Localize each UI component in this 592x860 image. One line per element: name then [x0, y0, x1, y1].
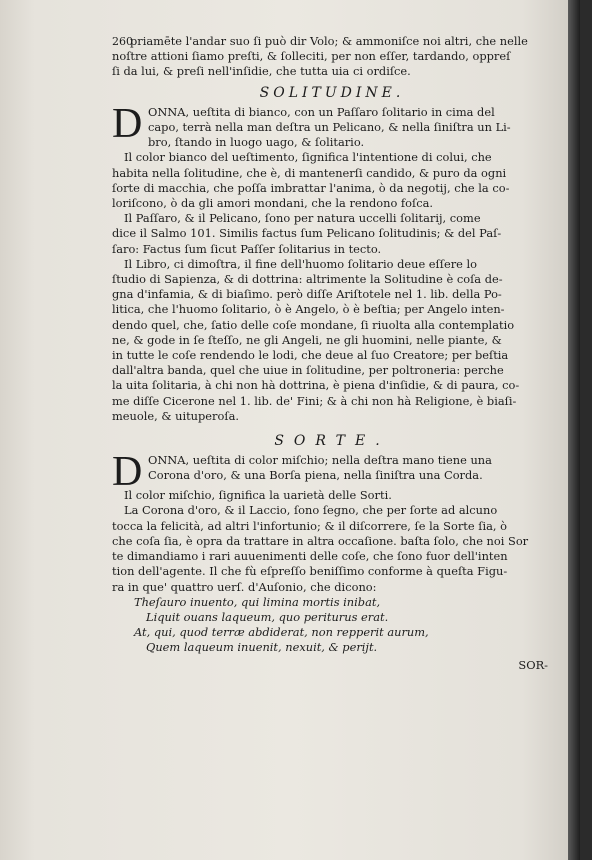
page-edge-shadow [568, 0, 580, 860]
text-line: dendo quel, che, ſatio delle coſe mondane, ſi riuolta alla contemplatio [112, 317, 515, 332]
intro-line: noſtre attioni ſiamo preſti, & ſolleciti, per non eſſer, tardando, oppreſ [112, 49, 511, 64]
text-line: la uita ſolitaria, à chi non hà dottrina, è piena d'inſidie, & di paura, co- [112, 378, 520, 393]
text-line: litica, che l'huomo ſolitario, ò è Angelo, ò è beſtia; per Angelo inten- [112, 302, 505, 317]
text-line: Il Libro, ci dimoſtra, il fine dell'huomo ſolitario deue eſſere lo [124, 256, 478, 271]
text-line: bro, ſtando in luogo uago, & ſolitario. [148, 135, 365, 150]
section-heading-sorte: SORTE. [274, 433, 390, 450]
text-line: meuole, & uituperoſa. [112, 408, 239, 423]
text-line: ſtudio di Sapienza, & di dottrina: altrimente la Solitudine è coſa de- [112, 272, 503, 287]
text-line: dall'altra banda, quel che uiue in ſolitudine, per poltroneria: perche [112, 363, 504, 378]
drop-cap: D [112, 104, 143, 147]
text-line: ra in que' quattro uerſ. d'Auſonio, che dicono: [112, 579, 377, 594]
page-text-block [112, 34, 552, 673]
intro-line: ſi da lui, & preſi nell'inſidie, che tutta uia ci ordiſce. [112, 64, 411, 79]
text-line: Corona d'oro, & una Borſa piena, nella ſiniſtra una Corda. [148, 468, 483, 483]
verse-line: Liquit ouans laqueum, quo periturus erat. [146, 609, 389, 624]
section-heading-solitudine: SOLITUDINE. [259, 84, 405, 101]
page-number: 260 [112, 35, 133, 48]
catchword: SOR- [518, 657, 548, 672]
text-line: ſorte di macchia, che poſſa imbrattar l'anima, ò da negotij, che la co- [112, 180, 510, 195]
text-line: La Corona d'oro, & il Laccio, ſono ſegno, che per ſorte ad alcuno [124, 503, 498, 518]
text-line: capo, terrà nella man deſtra un Pelicano, & nella ſiniſtra un Li- [148, 120, 511, 135]
text-line: tocca la felicità, ad altri l'infortunio; & il diſcorrere, ſe la Sorte ſia, ò [112, 518, 507, 533]
verse-line: Quem laqueum inuenit, nexuit, & perijt. [146, 640, 378, 655]
text-line: in tutte le coſe rendendo le lodi, che deue al ſuo Creatore; per beſtia [112, 348, 509, 363]
body-solitudine [112, 150, 552, 424]
text-line: me diſſe Cicerone nel 1. lib. de' Fini; & à chi non hà Religione, è biaſi- [112, 393, 517, 408]
verse-block [112, 595, 552, 656]
drop-cap: D [112, 453, 143, 489]
text-line: ONNA, ueſtita di color miſchio; nella deſtra mano tiene una [148, 453, 492, 468]
text-line: loriſcono, ò da gli amori mondani, che la rendono foſca. [112, 196, 434, 211]
text-line: Il Paſſaro, & il Pelicano, ſono per natura uccelli ſolitarij, come [124, 211, 481, 226]
text-line: gna d'infamia, & di biaſimo. però diſſe Ariſtotele nel 1. lib. della Po- [112, 287, 502, 302]
text-line: habita nella ſolitudine, che è, di mantenerſi candido, & puro da ogni [112, 165, 507, 180]
text-line: ne, & gode in ſe ſteſſo, ne gli Angeli, ne gli huomini, nelle piante, & [112, 332, 502, 347]
text-line: che coſa ſia, è opra da trattare in altra occaſione. baſta ſolo, che noi Sor [112, 533, 529, 548]
opening-paragraph-sorte [112, 453, 552, 488]
intro-line: priamēte l'andar suo ſi può dir Volo; & ammoniſce noi altri, che nelle [130, 34, 528, 48]
verse-line: At, qui, quod terræ abdiderat, non repperit aurum, [134, 625, 429, 640]
text-line: Il color bianco del ueſtimento, ſignifica l'intentione di colui, che [124, 150, 492, 165]
text-line: ONNA, ueſtita di bianco, con un Paſſaro ſolitario in cima del [148, 104, 495, 119]
running-head [112, 34, 552, 49]
text-line: Il color miſchio, ſignifica la uarietà delle Sorti. [124, 488, 392, 503]
text-line: te dimandiamo i rari auuenimenti delle coſe, che ſono fuor dell'inten [112, 549, 508, 564]
text-line: ſaro: Factus ſum ſicut Paſſer ſolitarius in tecto. [112, 241, 382, 256]
text-line: tion dell'agente. Il che fù eſpreſſo beniſſimo conforme à queſta Figu- [112, 564, 508, 579]
body-sorte [112, 488, 552, 594]
opening-paragraph-solitudine [112, 105, 552, 151]
verse-line: Theſauro inuento, qui limina mortis inibat, [134, 594, 381, 609]
text-line: dice il Salmo 101. Similis factus ſum Pelicano ſolitudinis; & del Paſ- [112, 226, 502, 241]
